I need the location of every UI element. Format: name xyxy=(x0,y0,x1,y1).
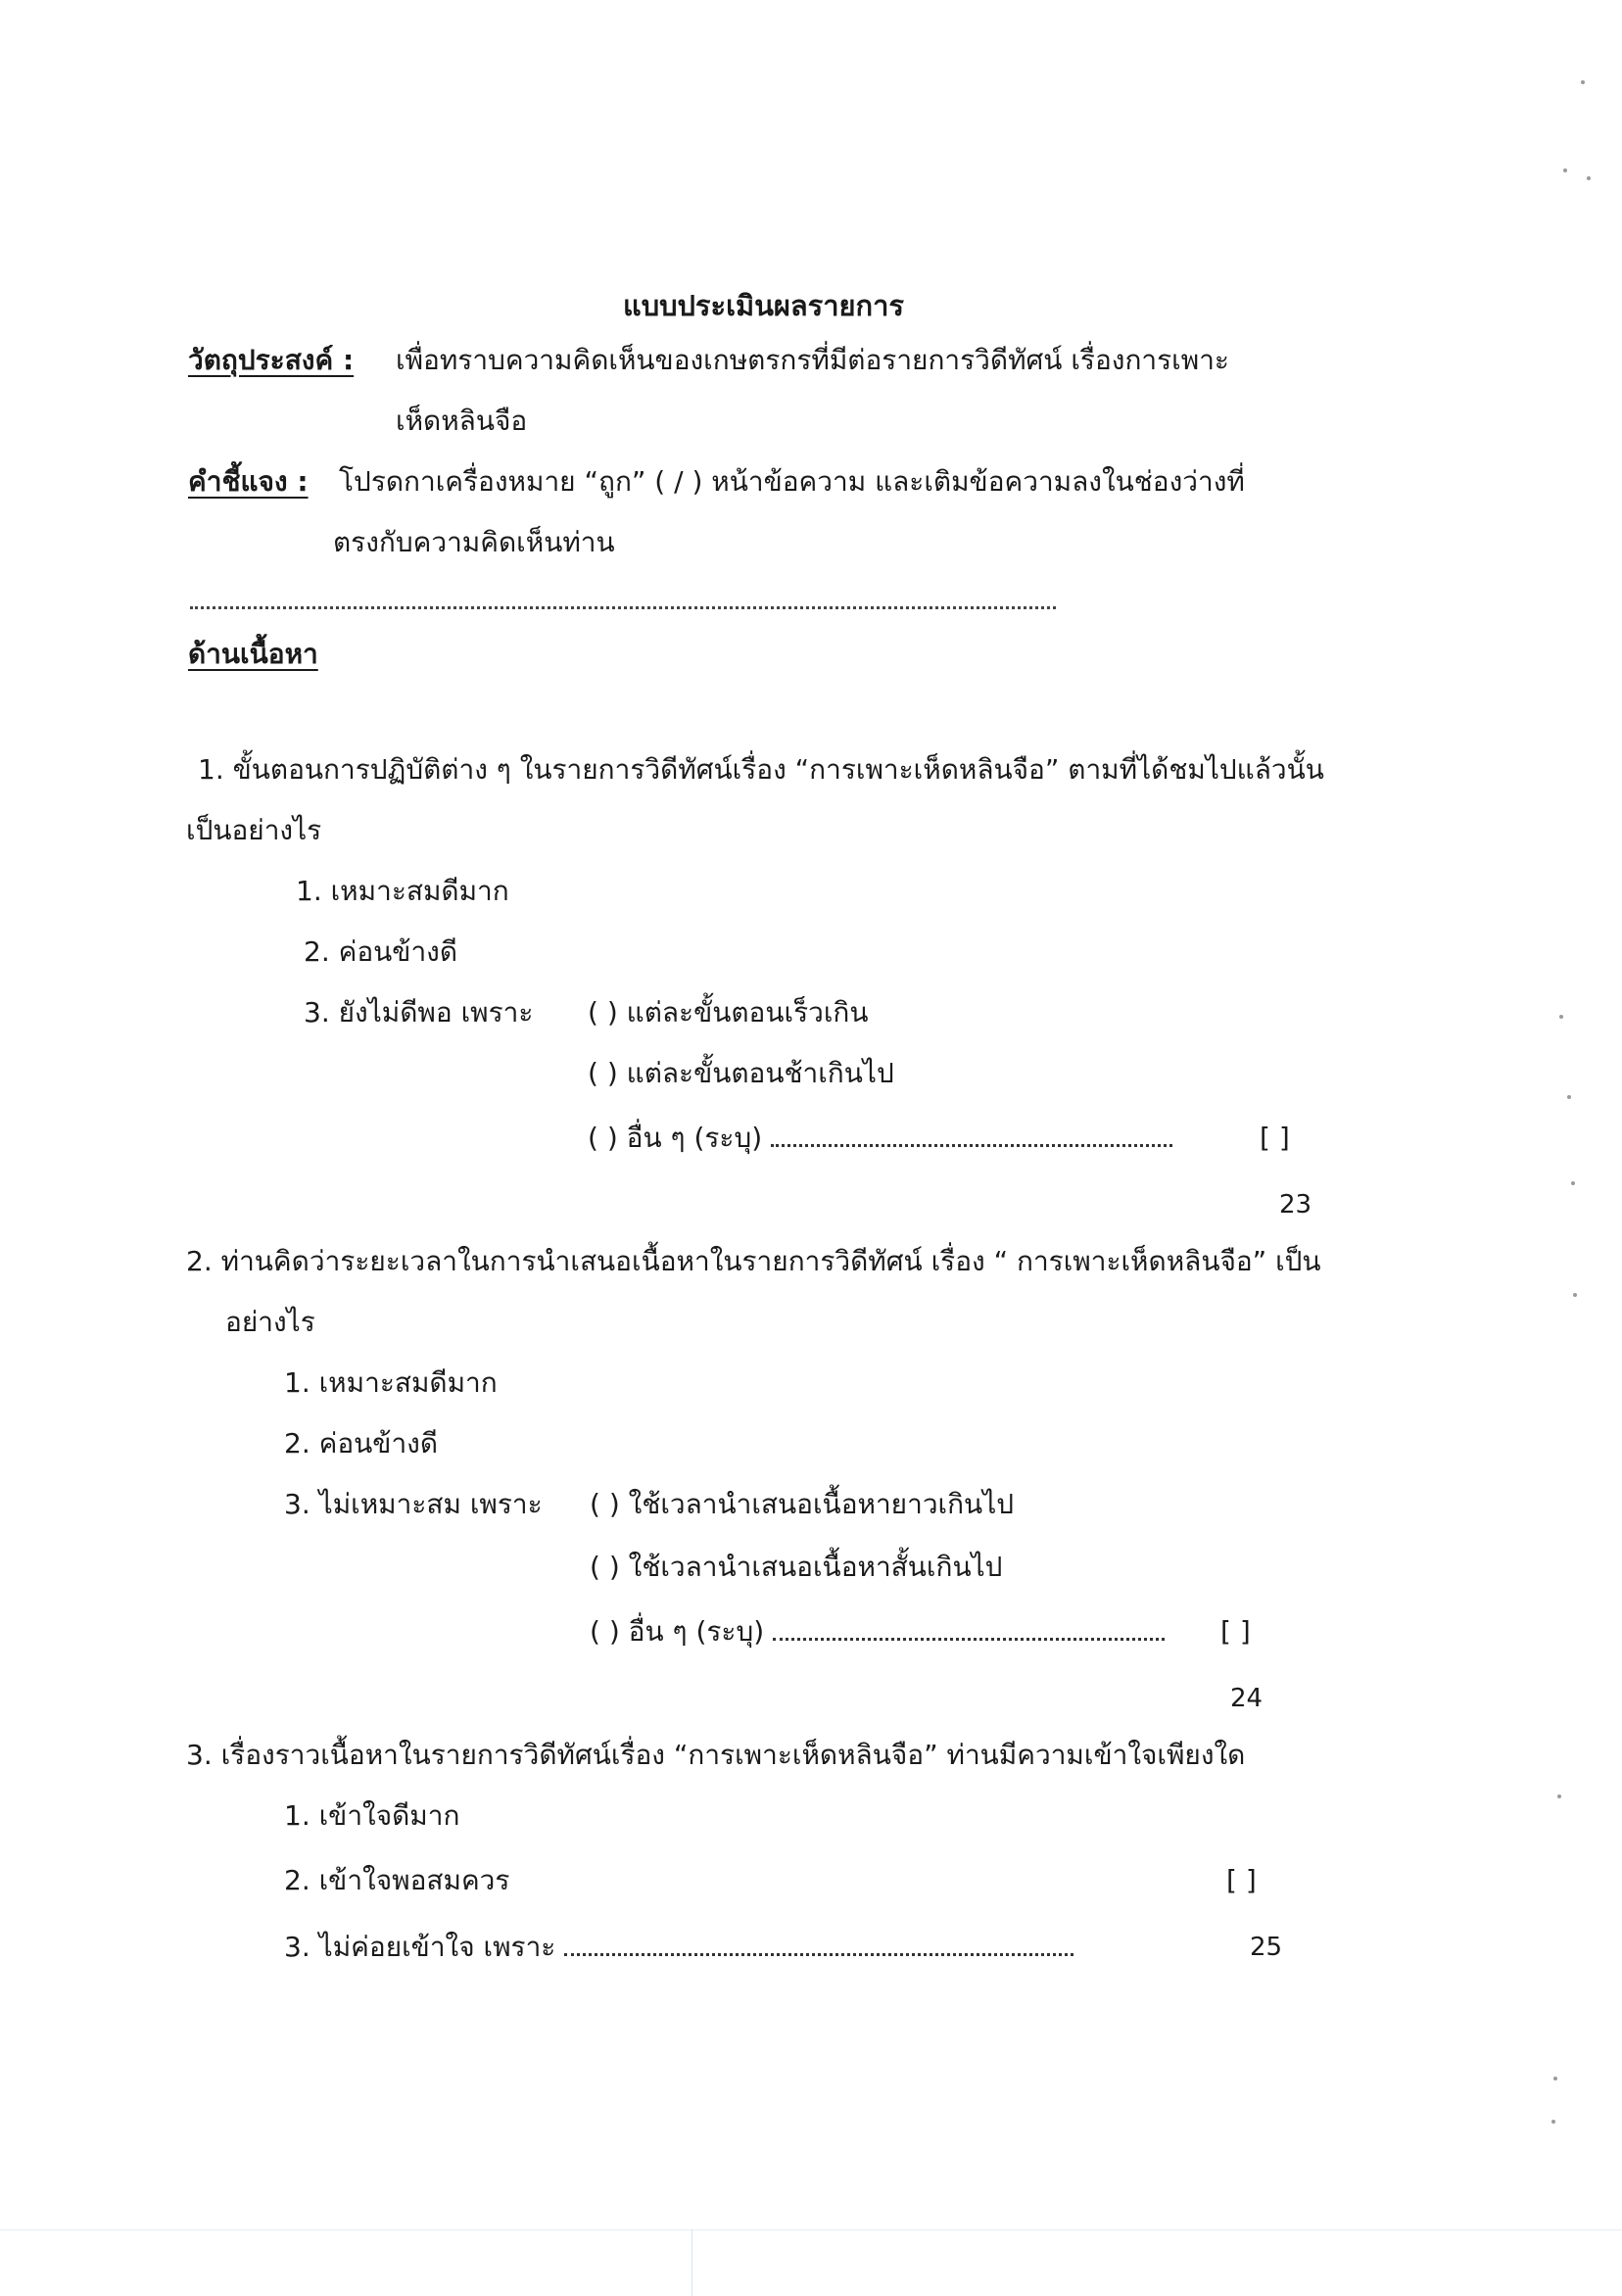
q2-suboption-3 xyxy=(590,1612,1165,1651)
q1-option-1: 1. เหมาะสมดีมาก xyxy=(296,875,509,907)
q3-reason-blank[interactable] xyxy=(564,1930,1073,1956)
scan-speck xyxy=(1573,1293,1577,1297)
objective-text-line1: เพื่อทราบความคิดเห็นของเกษตรกรที่มีต่อรายการวิดีทัศน์ เรื่องการเพาะ xyxy=(396,344,1229,376)
scan-speck xyxy=(1559,1015,1563,1019)
q1-answer-box[interactable]: [ ] xyxy=(1260,1122,1290,1154)
separator-dotted-line xyxy=(190,606,1056,609)
q2-option-2: 2. ค่อนข้างดี xyxy=(284,1427,439,1459)
q3-answer-box[interactable]: [ ] xyxy=(1226,1864,1257,1896)
instruction-text-line2: ตรงกับความคิดเห็นท่าน xyxy=(333,526,615,558)
q2-answer-box[interactable]: [ ] xyxy=(1220,1615,1251,1648)
scan-speck xyxy=(1551,2120,1555,2124)
q1-specify-blank[interactable] xyxy=(771,1121,1172,1147)
instruction-text-line1: โปรดกาเครื่องหมาย “ถูก” ( / ) หน้าข้อความ และเติมข้อความลงในช่องว่างที่ xyxy=(339,465,1245,498)
q1-question-line2: เป็นอย่างไร xyxy=(186,814,322,846)
q2-specify-blank[interactable] xyxy=(773,1614,1165,1641)
q3-option-1: 1. เข้าใจดีมาก xyxy=(284,1799,460,1832)
q3-code: 25 xyxy=(1250,1933,1283,1962)
q1-option-3: 3. ยังไม่ดีพอ เพราะ xyxy=(304,996,534,1028)
q3-option-3-label: 3. ไม่ค่อยเข้าใจ เพราะ xyxy=(284,1931,556,1963)
q2-option-1: 1. เหมาะสมดีมาก xyxy=(284,1366,498,1399)
q1-suboption-3-label: ( ) อื่น ๆ (ระบุ) xyxy=(588,1122,763,1154)
instruction-label: คำชี้แจง : xyxy=(188,465,309,498)
q2-question-line2: อย่างไร xyxy=(225,1306,315,1338)
scan-speck xyxy=(1587,176,1591,180)
q3-option-3 xyxy=(284,1928,1073,1967)
q1-question-line1: 1. ขั้นตอนการปฏิบัติต่าง ๆ ในรายการวิดีทัศน์เรื่อง “การเพาะเห็ดหลินจือ” ตามที่ได้ชมไปแล้วนั้น xyxy=(198,753,1324,786)
scan-speck xyxy=(1581,80,1585,84)
scan-edge-line xyxy=(0,2229,1622,2230)
form-title: แบบประเมินผลรายการ xyxy=(623,289,904,322)
scan-speck xyxy=(1557,1794,1561,1798)
scan-speck xyxy=(1571,1181,1575,1185)
q1-suboption-3 xyxy=(588,1119,1172,1158)
objective-label: วัตถุประสงค์ : xyxy=(188,344,355,376)
q2-suboption-1: ( ) ใช้เวลานำเสนอเนื้อหายาวเกินไป xyxy=(590,1488,1015,1520)
q3-option-2: 2. เข้าใจพอสมควร xyxy=(284,1864,510,1896)
q2-suboption-2: ( ) ใช้เวลานำเสนอเนื้อหาสั้นเกินไป xyxy=(590,1551,1003,1583)
scan-speck xyxy=(1567,1095,1571,1099)
q2-suboption-3-label: ( ) อื่น ๆ (ระบุ) xyxy=(590,1615,765,1648)
q2-code: 24 xyxy=(1230,1684,1264,1713)
q3-question-line1: 3. เรื่องราวเนื้อหาในรายการวิดีทัศน์เรื่อง “การเพาะเห็ดหลินจือ” ท่านมีความเข้าใจเพียงใด xyxy=(186,1739,1246,1771)
q1-suboption-1: ( ) แต่ละขั้นตอนเร็วเกิน xyxy=(588,996,869,1028)
q2-question-line1: 2. ท่านคิดว่าระยะเวลาในการนำเสนอเนื้อหาในรายการวิดีทัศน์ เรื่อง “ การเพาะเห็ดหลินจือ” เป็น xyxy=(186,1245,1321,1277)
q1-option-2: 2. ค่อนข้างดี xyxy=(304,935,458,968)
scan-speck xyxy=(1553,2077,1557,2081)
q1-suboption-2: ( ) แต่ละขั้นตอนช้าเกินไป xyxy=(588,1057,894,1089)
objective-text-line2: เห็ดหลินจือ xyxy=(396,405,528,437)
section-heading: ด้านเนื้อหา xyxy=(188,638,318,670)
q1-code: 23 xyxy=(1279,1190,1312,1220)
scan-speck xyxy=(1563,168,1567,172)
q2-option-3: 3. ไม่เหมาะสม เพราะ xyxy=(284,1488,543,1520)
